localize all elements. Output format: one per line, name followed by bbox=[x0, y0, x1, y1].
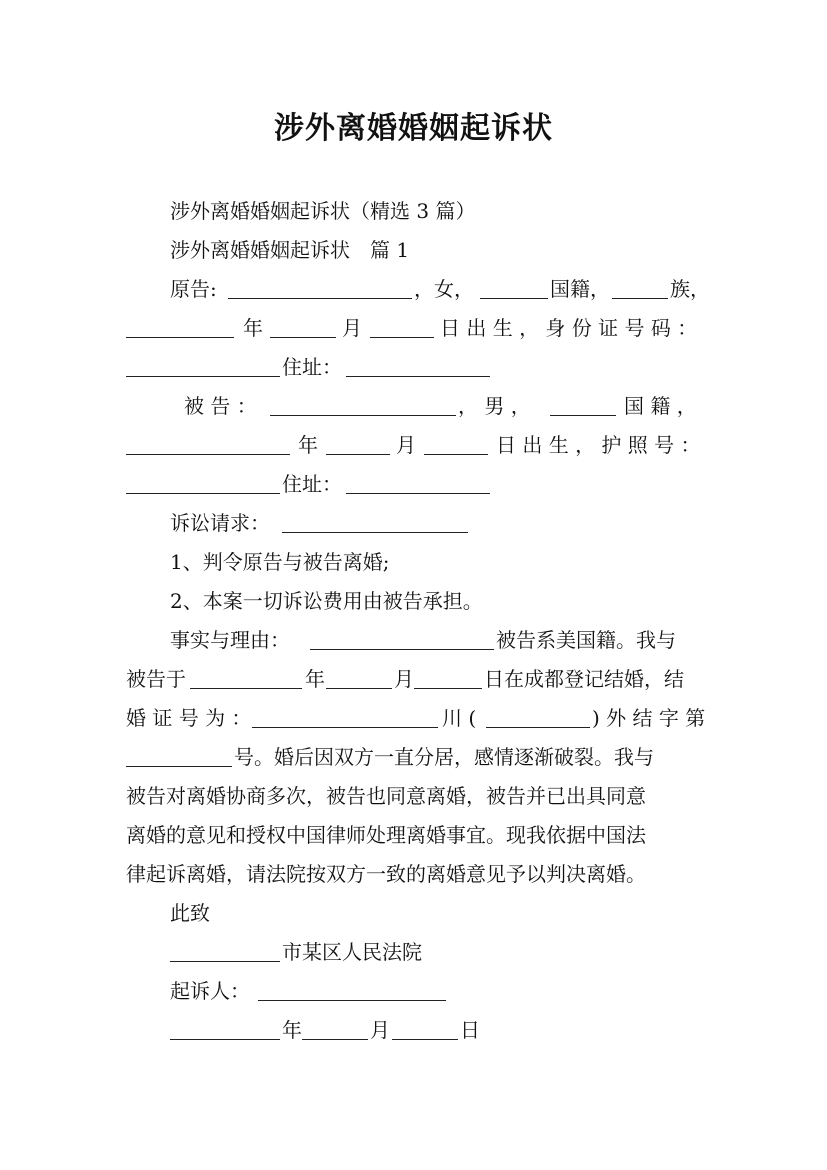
defendant-nationality-label: 国 籍 ， bbox=[624, 394, 697, 418]
defendant-year-label: 年 bbox=[298, 433, 318, 457]
salutation-line bbox=[0, 896, 827, 930]
defendant-address-label: 住址： bbox=[282, 472, 342, 496]
claims-line bbox=[0, 506, 827, 540]
facts-line-2-head: 被告于 bbox=[126, 667, 186, 691]
sign-day-blank bbox=[392, 1039, 458, 1040]
subtitle-line bbox=[0, 194, 827, 228]
plaintiff-address-blank bbox=[346, 376, 490, 377]
facts-line-5-text: 被告对离婚协商多次，被告也同意离婚，被告并已出具同意 bbox=[126, 784, 646, 808]
document-title: 涉外离婚婚姻起诉状 bbox=[274, 111, 553, 146]
claims-blank bbox=[282, 532, 468, 533]
defendant-birth-month-blank bbox=[326, 454, 390, 455]
section-heading: 涉外离婚婚姻起诉状 篇 1 bbox=[170, 238, 410, 262]
certificate-serial-blank bbox=[126, 766, 232, 767]
sign-month-label: 月 bbox=[370, 1018, 390, 1042]
court-city-blank bbox=[170, 961, 280, 962]
facts-blank bbox=[310, 649, 494, 650]
defendant-birth-passport-label: 日 出 生 ， 护 照 号 ： bbox=[496, 433, 701, 457]
marriage-year-blank bbox=[190, 688, 302, 689]
plaintiff-line-1 bbox=[0, 272, 827, 306]
plaintiff-nationality-label: 国籍， bbox=[550, 277, 610, 301]
section-heading-line bbox=[0, 233, 827, 267]
facts-line-2-tail: 日在成都登记结婚，结 bbox=[484, 667, 684, 691]
defendant-line-2 bbox=[0, 428, 827, 462]
facts-line-6 bbox=[0, 818, 827, 852]
plaintiff-birth-year-blank bbox=[126, 337, 234, 338]
plaintiff-birth-month-blank bbox=[270, 337, 336, 338]
plaintiff-ethnicity-blank bbox=[612, 298, 668, 299]
facts-line-3-tail: ) 外 结 字 第 bbox=[592, 706, 706, 730]
signer-label: 起诉人： bbox=[170, 979, 250, 1003]
plaintiff-label: 原告: bbox=[170, 277, 217, 301]
claim-item-text: 2、本案一切诉讼费用由被告承担。 bbox=[170, 589, 483, 613]
facts-line-1-tail: 被告系美国籍。我与 bbox=[496, 628, 676, 652]
sign-year-label: 年 bbox=[282, 1018, 302, 1042]
signer-line bbox=[0, 974, 827, 1008]
plaintiff-line-2 bbox=[0, 311, 827, 345]
facts-line-7 bbox=[0, 857, 827, 891]
defendant-birth-day-blank bbox=[424, 454, 488, 455]
defendant-name-blank bbox=[270, 415, 456, 416]
defendant-nationality-blank bbox=[550, 415, 616, 416]
sign-year-blank bbox=[170, 1039, 280, 1040]
plaintiff-gender: ，女， bbox=[414, 277, 474, 301]
plaintiff-year-label: 年 bbox=[243, 316, 263, 340]
facts-month-label: 月 bbox=[394, 667, 414, 691]
marriage-day-blank bbox=[414, 688, 482, 689]
defendant-line-1 bbox=[0, 389, 827, 423]
sign-month-blank bbox=[302, 1039, 368, 1040]
sign-day-label: 日 bbox=[460, 1018, 480, 1042]
date-line bbox=[0, 1013, 827, 1047]
plaintiff-birth-day-blank bbox=[370, 337, 434, 338]
defendant-passport-blank bbox=[126, 493, 280, 494]
signer-blank bbox=[258, 1000, 446, 1001]
certificate-code-blank bbox=[486, 727, 590, 728]
facts-line-3 bbox=[0, 701, 827, 735]
facts-line-2 bbox=[0, 662, 827, 696]
facts-line-5 bbox=[0, 779, 827, 813]
claim-item-text: 1、判令原告与被告离婚; bbox=[170, 550, 390, 574]
defendant-label: 被 告 ： bbox=[184, 394, 257, 418]
court-name-suffix: 市某区人民法院 bbox=[282, 940, 422, 964]
subtitle: 涉外离婚婚姻起诉状（精选 3 篇） bbox=[170, 199, 476, 223]
plaintiff-nationality-blank bbox=[480, 298, 548, 299]
plaintiff-name-blank bbox=[228, 298, 412, 299]
claims-label: 诉讼请求： bbox=[170, 511, 270, 535]
claim-item bbox=[0, 584, 827, 618]
defendant-birth-year-blank bbox=[126, 454, 290, 455]
defendant-address-blank bbox=[346, 493, 490, 494]
defendant-gender: ， 男 ， bbox=[458, 394, 531, 418]
facts-line-7-text: 律起诉离婚，请法院按双方一致的离婚意见予以判决离婚。 bbox=[126, 862, 646, 886]
plaintiff-ethnicity-label: 族， bbox=[670, 277, 710, 301]
salutation: 此致 bbox=[170, 901, 210, 925]
facts-year-label: 年 bbox=[305, 667, 325, 691]
plaintiff-birth-id-label: 日 出 生 ， 身 份 证 号 码 ： bbox=[440, 316, 698, 340]
plaintiff-line-3 bbox=[0, 350, 827, 384]
facts-line-6-text: 离婚的意见和授权中国律师处理离婚事宜。现我依据中国法 bbox=[126, 823, 646, 847]
plaintiff-address-label: 住址： bbox=[282, 355, 342, 379]
facts-line-3-mid: 川 ( bbox=[442, 706, 477, 730]
facts-line-4 bbox=[0, 740, 827, 774]
certificate-number-blank bbox=[252, 727, 438, 728]
marriage-month-blank bbox=[326, 688, 392, 689]
facts-line-4-tail: 号。婚后因双方一直分居，感情逐渐破裂。我与 bbox=[234, 745, 654, 769]
facts-line-3-head: 婚 证 号 为 ： bbox=[126, 706, 252, 730]
plaintiff-month-label: 月 bbox=[342, 316, 362, 340]
defendant-line-3 bbox=[0, 467, 827, 501]
facts-line-1 bbox=[0, 623, 827, 657]
plaintiff-id-blank bbox=[126, 376, 280, 377]
facts-label: 事实与理由： bbox=[170, 628, 290, 652]
claim-item bbox=[0, 545, 827, 579]
court-line bbox=[0, 935, 827, 969]
defendant-month-label: 月 bbox=[396, 433, 416, 457]
